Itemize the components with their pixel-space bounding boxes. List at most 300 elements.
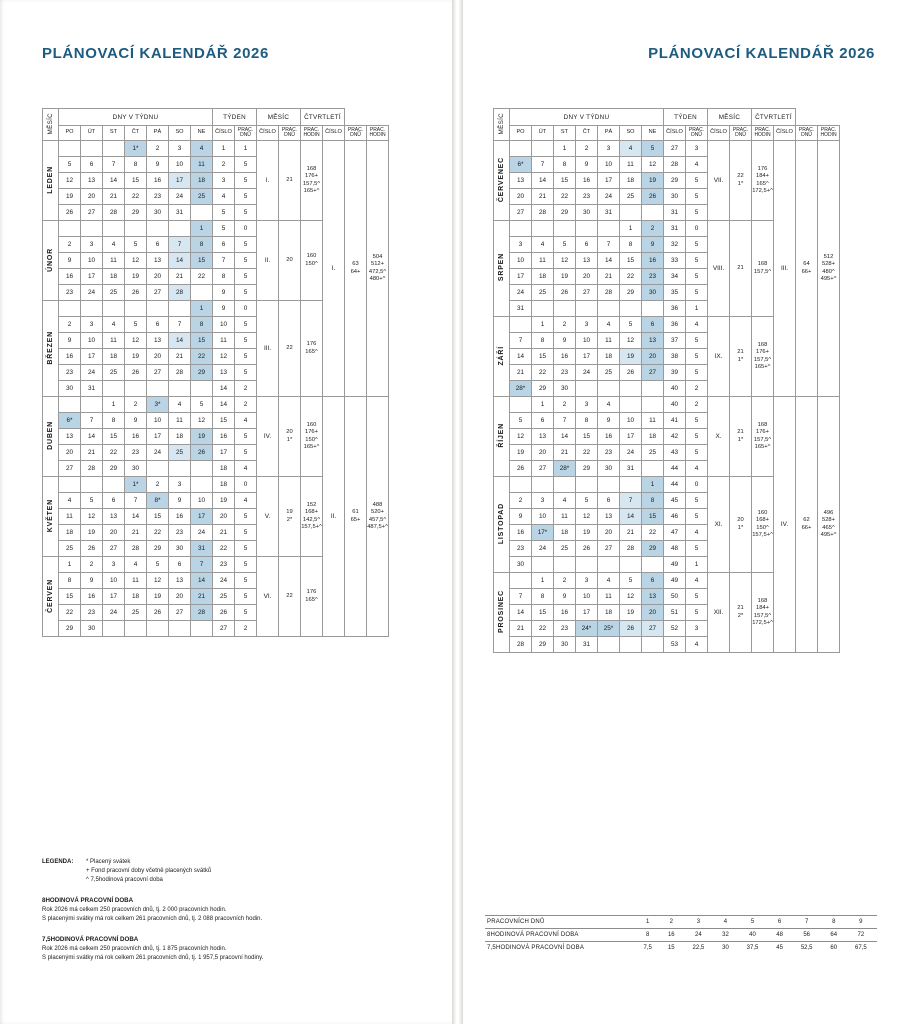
day-cell[interactable]: 30 (147, 205, 169, 221)
day-cell[interactable]: 21 (510, 365, 532, 381)
day-cell[interactable]: 3 (532, 493, 554, 509)
day-cell[interactable]: 2 (147, 141, 169, 157)
day-cell[interactable]: 31 (169, 205, 191, 221)
day-cell[interactable]: 25 (169, 445, 191, 461)
day-cell[interactable]: 9 (510, 509, 532, 525)
day-cell[interactable] (125, 381, 147, 397)
day-cell[interactable]: 15 (576, 429, 598, 445)
day-cell[interactable]: 29 (59, 621, 81, 637)
day-cell[interactable]: 26 (620, 365, 642, 381)
day-cell[interactable]: 3 (510, 237, 532, 253)
day-cell[interactable]: 17 (576, 349, 598, 365)
day-cell[interactable]: 29 (532, 381, 554, 397)
day-cell[interactable] (532, 221, 554, 237)
day-cell[interactable]: 7 (81, 413, 103, 429)
day-cell[interactable]: 20 (169, 589, 191, 605)
day-cell[interactable]: 7 (510, 333, 532, 349)
day-cell[interactable]: 22 (620, 269, 642, 285)
day-cell[interactable]: 1 (532, 317, 554, 333)
day-cell[interactable]: 22 (191, 269, 213, 285)
day-cell[interactable] (147, 301, 169, 317)
day-cell[interactable] (510, 397, 532, 413)
day-cell[interactable]: 24 (103, 605, 125, 621)
day-cell[interactable]: 8 (103, 413, 125, 429)
day-cell[interactable]: 13 (81, 173, 103, 189)
day-cell[interactable]: 6 (81, 157, 103, 173)
day-cell[interactable] (620, 397, 642, 413)
day-cell[interactable]: 23 (59, 285, 81, 301)
day-cell[interactable]: 26 (576, 541, 598, 557)
day-cell[interactable]: 28 (81, 461, 103, 477)
day-cell[interactable] (642, 205, 664, 221)
day-cell[interactable]: 9 (576, 157, 598, 173)
day-cell[interactable]: 20 (642, 349, 664, 365)
day-cell[interactable]: 13 (103, 509, 125, 525)
day-cell[interactable]: 18 (598, 349, 620, 365)
day-cell[interactable]: 3 (576, 573, 598, 589)
day-cell[interactable] (576, 221, 598, 237)
day-cell[interactable] (81, 477, 103, 493)
day-cell[interactable] (532, 141, 554, 157)
day-cell[interactable]: 15 (191, 333, 213, 349)
day-cell[interactable]: 9 (125, 413, 147, 429)
day-cell[interactable]: 4 (125, 557, 147, 573)
day-cell[interactable]: 15 (532, 349, 554, 365)
day-cell[interactable]: 31 (81, 381, 103, 397)
day-cell[interactable]: 23 (510, 541, 532, 557)
day-cell[interactable]: 5 (620, 317, 642, 333)
day-cell[interactable]: 8 (191, 237, 213, 253)
day-cell[interactable] (59, 141, 81, 157)
day-cell[interactable]: 3 (576, 397, 598, 413)
day-cell[interactable]: 10 (510, 253, 532, 269)
day-cell[interactable]: 21 (598, 269, 620, 285)
day-cell[interactable]: 7 (103, 157, 125, 173)
day-cell[interactable]: 6 (147, 317, 169, 333)
day-cell[interactable]: 25 (620, 189, 642, 205)
day-cell[interactable]: 13 (169, 573, 191, 589)
day-cell[interactable]: 24 (81, 285, 103, 301)
day-cell[interactable]: 24 (191, 525, 213, 541)
day-cell[interactable] (598, 381, 620, 397)
day-cell[interactable]: 12 (620, 589, 642, 605)
day-cell[interactable]: 17 (576, 605, 598, 621)
day-cell[interactable]: 12 (81, 509, 103, 525)
day-cell[interactable]: 26 (510, 461, 532, 477)
day-cell[interactable]: 10 (169, 157, 191, 173)
day-cell[interactable]: 6 (103, 493, 125, 509)
day-cell[interactable]: 16 (81, 589, 103, 605)
day-cell[interactable]: 14 (532, 173, 554, 189)
day-cell[interactable]: 30 (598, 461, 620, 477)
day-cell[interactable]: 1 (642, 477, 664, 493)
day-cell[interactable]: 17 (147, 429, 169, 445)
day-cell[interactable]: 7 (554, 413, 576, 429)
day-cell[interactable]: 2 (59, 237, 81, 253)
day-cell[interactable]: 12 (510, 429, 532, 445)
day-cell[interactable]: 6 (598, 493, 620, 509)
day-cell[interactable]: 19 (125, 349, 147, 365)
day-cell[interactable] (510, 221, 532, 237)
day-cell[interactable] (598, 637, 620, 653)
day-cell[interactable]: 16 (147, 173, 169, 189)
day-cell[interactable]: 10 (103, 573, 125, 589)
day-cell[interactable]: 22 (59, 605, 81, 621)
day-cell[interactable]: 25 (103, 285, 125, 301)
day-cell[interactable]: 27 (598, 541, 620, 557)
day-cell[interactable] (554, 477, 576, 493)
day-cell[interactable]: 28 (510, 637, 532, 653)
day-cell[interactable]: 25 (103, 365, 125, 381)
day-cell[interactable] (576, 301, 598, 317)
day-cell[interactable] (81, 141, 103, 157)
day-cell[interactable]: 19 (147, 589, 169, 605)
day-cell[interactable] (147, 461, 169, 477)
day-cell[interactable]: 20 (532, 445, 554, 461)
day-cell[interactable]: 19 (510, 445, 532, 461)
day-cell[interactable]: 25 (191, 189, 213, 205)
day-cell[interactable]: 10 (191, 493, 213, 509)
day-cell[interactable]: 21 (554, 445, 576, 461)
day-cell[interactable]: 27 (147, 365, 169, 381)
day-cell[interactable]: 21 (532, 189, 554, 205)
day-cell[interactable]: 23 (125, 445, 147, 461)
day-cell[interactable]: 10 (620, 413, 642, 429)
day-cell[interactable]: 5 (576, 493, 598, 509)
day-cell[interactable]: 20 (598, 525, 620, 541)
day-cell[interactable]: 12 (147, 573, 169, 589)
day-cell[interactable]: 14 (169, 253, 191, 269)
day-cell[interactable]: 9 (598, 413, 620, 429)
day-cell[interactable]: 1 (620, 221, 642, 237)
day-cell[interactable]: 4 (103, 317, 125, 333)
day-cell[interactable]: 21 (620, 525, 642, 541)
day-cell[interactable]: 22 (125, 189, 147, 205)
day-cell[interactable]: 7 (169, 317, 191, 333)
day-cell[interactable]: 15 (554, 173, 576, 189)
day-cell[interactable]: 15 (532, 605, 554, 621)
day-cell[interactable]: 14 (169, 333, 191, 349)
day-cell[interactable] (147, 621, 169, 637)
day-cell[interactable]: 28 (169, 365, 191, 381)
day-cell[interactable] (125, 301, 147, 317)
day-cell[interactable]: 6 (642, 317, 664, 333)
day-cell[interactable]: 1 (532, 573, 554, 589)
day-cell[interactable]: 24 (598, 189, 620, 205)
day-cell[interactable]: 29 (554, 205, 576, 221)
day-cell[interactable]: 20 (103, 525, 125, 541)
day-cell[interactable] (103, 621, 125, 637)
day-cell[interactable]: 11 (59, 509, 81, 525)
day-cell[interactable]: 31 (620, 461, 642, 477)
day-cell[interactable]: 7 (191, 557, 213, 573)
day-cell[interactable]: 22 (147, 525, 169, 541)
day-cell[interactable] (510, 477, 532, 493)
day-cell[interactable]: 20 (147, 269, 169, 285)
day-cell[interactable]: 2 (554, 317, 576, 333)
day-cell[interactable] (532, 301, 554, 317)
day-cell[interactable] (642, 397, 664, 413)
day-cell[interactable]: 14 (125, 509, 147, 525)
day-cell[interactable]: 11 (103, 333, 125, 349)
day-cell[interactable]: 22 (576, 445, 598, 461)
day-cell[interactable]: 9 (147, 157, 169, 173)
day-cell[interactable] (169, 381, 191, 397)
day-cell[interactable] (620, 557, 642, 573)
day-cell[interactable]: 5 (81, 493, 103, 509)
day-cell[interactable]: 17 (510, 269, 532, 285)
day-cell[interactable]: 30 (59, 381, 81, 397)
day-cell[interactable]: 14 (598, 253, 620, 269)
day-cell[interactable]: 18 (125, 589, 147, 605)
day-cell[interactable]: 14 (103, 173, 125, 189)
day-cell[interactable] (191, 621, 213, 637)
day-cell[interactable]: 11 (103, 253, 125, 269)
day-cell[interactable]: 9 (59, 333, 81, 349)
day-cell[interactable]: 4 (554, 493, 576, 509)
day-cell[interactable]: 23 (598, 445, 620, 461)
day-cell[interactable]: 23 (576, 189, 598, 205)
day-cell[interactable]: 12 (125, 253, 147, 269)
day-cell[interactable] (59, 221, 81, 237)
day-cell[interactable]: 11 (554, 509, 576, 525)
day-cell[interactable]: 26 (554, 285, 576, 301)
day-cell[interactable]: 17 (169, 173, 191, 189)
day-cell[interactable]: 8 (191, 317, 213, 333)
day-cell[interactable]: 6 (642, 573, 664, 589)
day-cell[interactable] (576, 381, 598, 397)
day-cell[interactable]: 4 (598, 397, 620, 413)
day-cell[interactable]: 12 (125, 333, 147, 349)
day-cell[interactable]: 15 (147, 509, 169, 525)
day-cell[interactable] (532, 557, 554, 573)
day-cell[interactable]: 29 (576, 461, 598, 477)
day-cell[interactable] (147, 221, 169, 237)
day-cell[interactable]: 30 (576, 205, 598, 221)
day-cell[interactable] (554, 301, 576, 317)
day-cell[interactable]: 12 (59, 173, 81, 189)
day-cell[interactable] (147, 381, 169, 397)
day-cell[interactable] (125, 221, 147, 237)
day-cell[interactable]: 3 (598, 141, 620, 157)
day-cell[interactable]: 12 (576, 509, 598, 525)
day-cell[interactable]: 26 (125, 285, 147, 301)
day-cell[interactable]: 29 (125, 205, 147, 221)
day-cell[interactable] (598, 301, 620, 317)
day-cell[interactable]: 2 (576, 141, 598, 157)
day-cell[interactable] (59, 301, 81, 317)
day-cell[interactable]: 31 (576, 637, 598, 653)
day-cell[interactable]: 17* (532, 525, 554, 541)
day-cell[interactable] (598, 221, 620, 237)
day-cell[interactable]: 8* (147, 493, 169, 509)
day-cell[interactable]: 14 (81, 429, 103, 445)
day-cell[interactable] (576, 557, 598, 573)
day-cell[interactable]: 9 (554, 589, 576, 605)
day-cell[interactable]: 18 (642, 429, 664, 445)
day-cell[interactable]: 12 (554, 253, 576, 269)
day-cell[interactable]: 20 (576, 269, 598, 285)
day-cell[interactable] (598, 557, 620, 573)
day-cell[interactable]: 9 (642, 237, 664, 253)
day-cell[interactable]: 5 (147, 557, 169, 573)
day-cell[interactable]: 23 (169, 525, 191, 541)
day-cell[interactable] (103, 221, 125, 237)
day-cell[interactable]: 24 (532, 541, 554, 557)
day-cell[interactable]: 11 (642, 413, 664, 429)
day-cell[interactable]: 20 (642, 605, 664, 621)
day-cell[interactable]: 2 (642, 221, 664, 237)
day-cell[interactable]: 23 (59, 365, 81, 381)
day-cell[interactable]: 6 (147, 237, 169, 253)
day-cell[interactable]: 28 (620, 541, 642, 557)
day-cell[interactable]: 26 (620, 621, 642, 637)
day-cell[interactable]: 10 (81, 333, 103, 349)
day-cell[interactable]: 5 (59, 157, 81, 173)
day-cell[interactable]: 27 (576, 285, 598, 301)
day-cell[interactable]: 31 (191, 541, 213, 557)
day-cell[interactable]: 5 (125, 237, 147, 253)
day-cell[interactable]: 21 (191, 589, 213, 605)
day-cell[interactable]: 13 (510, 173, 532, 189)
day-cell[interactable]: 13 (147, 253, 169, 269)
day-cell[interactable]: 29 (642, 541, 664, 557)
day-cell[interactable]: 24 (576, 365, 598, 381)
day-cell[interactable]: 18 (103, 269, 125, 285)
day-cell[interactable]: 4 (191, 141, 213, 157)
day-cell[interactable]: 17 (598, 173, 620, 189)
day-cell[interactable]: 9 (59, 253, 81, 269)
day-cell[interactable]: 19 (620, 605, 642, 621)
day-cell[interactable]: 19 (642, 173, 664, 189)
day-cell[interactable]: 8 (532, 589, 554, 605)
day-cell[interactable]: 13 (598, 509, 620, 525)
day-cell[interactable]: 4 (169, 397, 191, 413)
day-cell[interactable] (103, 477, 125, 493)
day-cell[interactable] (59, 397, 81, 413)
day-cell[interactable]: 18 (169, 429, 191, 445)
day-cell[interactable]: 17 (103, 589, 125, 605)
day-cell[interactable] (620, 301, 642, 317)
day-cell[interactable]: 22 (532, 365, 554, 381)
day-cell[interactable]: 29 (532, 637, 554, 653)
day-cell[interactable]: 27 (169, 605, 191, 621)
day-cell[interactable]: 19 (620, 349, 642, 365)
day-cell[interactable]: 22 (642, 525, 664, 541)
day-cell[interactable]: 15 (125, 173, 147, 189)
day-cell[interactable]: 17 (620, 429, 642, 445)
day-cell[interactable] (598, 477, 620, 493)
day-cell[interactable]: 10 (576, 333, 598, 349)
day-cell[interactable]: 18 (598, 605, 620, 621)
day-cell[interactable]: 11 (169, 413, 191, 429)
day-cell[interactable] (191, 205, 213, 221)
day-cell[interactable]: 1* (125, 477, 147, 493)
day-cell[interactable]: 3 (169, 477, 191, 493)
day-cell[interactable]: 21 (103, 189, 125, 205)
day-cell[interactable]: 30 (554, 637, 576, 653)
day-cell[interactable]: 16 (169, 509, 191, 525)
day-cell[interactable]: 5 (191, 397, 213, 413)
day-cell[interactable]: 22 (191, 349, 213, 365)
day-cell[interactable]: 28* (554, 461, 576, 477)
day-cell[interactable]: 1 (554, 141, 576, 157)
day-cell[interactable]: 3 (81, 237, 103, 253)
day-cell[interactable]: 27 (532, 461, 554, 477)
day-cell[interactable]: 18 (620, 173, 642, 189)
day-cell[interactable]: 18 (59, 525, 81, 541)
day-cell[interactable]: 8 (59, 573, 81, 589)
day-cell[interactable]: 6 (169, 557, 191, 573)
day-cell[interactable]: 7 (125, 493, 147, 509)
day-cell[interactable]: 5 (642, 141, 664, 157)
day-cell[interactable]: 18 (191, 173, 213, 189)
day-cell[interactable]: 22 (103, 445, 125, 461)
day-cell[interactable]: 2 (147, 477, 169, 493)
day-cell[interactable]: 2 (59, 317, 81, 333)
day-cell[interactable]: 15 (103, 429, 125, 445)
day-cell[interactable]: 7 (510, 589, 532, 605)
day-cell[interactable]: 13 (576, 253, 598, 269)
day-cell[interactable]: 16 (598, 429, 620, 445)
day-cell[interactable]: 20 (510, 189, 532, 205)
day-cell[interactable] (642, 301, 664, 317)
day-cell[interactable]: 12 (620, 333, 642, 349)
day-cell[interactable]: 10 (598, 157, 620, 173)
day-cell[interactable] (576, 477, 598, 493)
day-cell[interactable]: 13 (532, 429, 554, 445)
day-cell[interactable]: 20 (81, 189, 103, 205)
day-cell[interactable]: 3* (147, 397, 169, 413)
day-cell[interactable] (510, 317, 532, 333)
day-cell[interactable]: 2 (554, 573, 576, 589)
day-cell[interactable]: 24 (81, 365, 103, 381)
day-cell[interactable]: 30 (642, 285, 664, 301)
day-cell[interactable]: 16 (554, 605, 576, 621)
day-cell[interactable]: 1 (191, 301, 213, 317)
day-cell[interactable] (103, 141, 125, 157)
day-cell[interactable] (510, 573, 532, 589)
day-cell[interactable]: 25 (532, 285, 554, 301)
day-cell[interactable]: 11 (125, 573, 147, 589)
day-cell[interactable]: 16 (510, 525, 532, 541)
day-cell[interactable]: 4 (598, 573, 620, 589)
day-cell[interactable]: 24 (510, 285, 532, 301)
day-cell[interactable] (169, 221, 191, 237)
day-cell[interactable]: 19 (125, 269, 147, 285)
day-cell[interactable]: 16 (642, 253, 664, 269)
day-cell[interactable]: 30 (125, 461, 147, 477)
day-cell[interactable]: 11 (191, 157, 213, 173)
day-cell[interactable]: 7 (532, 157, 554, 173)
day-cell[interactable]: 21 (81, 445, 103, 461)
day-cell[interactable]: 24 (147, 445, 169, 461)
day-cell[interactable]: 11 (598, 589, 620, 605)
day-cell[interactable] (81, 397, 103, 413)
day-cell[interactable] (642, 637, 664, 653)
day-cell[interactable]: 20 (147, 349, 169, 365)
day-cell[interactable]: 28* (510, 381, 532, 397)
day-cell[interactable]: 19 (191, 429, 213, 445)
day-cell[interactable]: 27 (81, 205, 103, 221)
day-cell[interactable] (642, 461, 664, 477)
day-cell[interactable]: 6 (532, 413, 554, 429)
day-cell[interactable]: 19 (81, 525, 103, 541)
day-cell[interactable] (532, 477, 554, 493)
day-cell[interactable]: 21 (510, 621, 532, 637)
day-cell[interactable] (510, 141, 532, 157)
day-cell[interactable]: 22 (554, 189, 576, 205)
